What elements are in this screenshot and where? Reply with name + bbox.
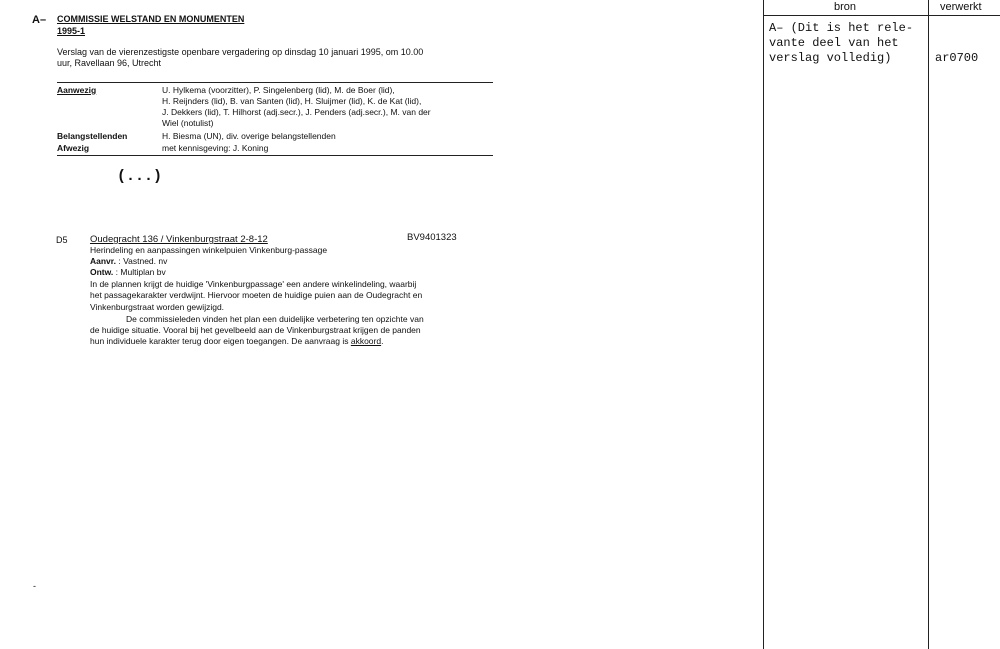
verdict-end: . bbox=[381, 336, 384, 346]
body-line: de huidige situatie. Vooral bij het gevelbeeld aan de Vinkenburgstraat krijgen de panden bbox=[90, 325, 421, 335]
meeting-number: 1995-1 bbox=[57, 26, 86, 36]
verdict: akkoord bbox=[350, 336, 382, 346]
divider bbox=[57, 82, 493, 83]
item-address: Oudegracht 136 / Vinkenburgstraat 2-8-12 bbox=[90, 234, 268, 245]
item-subject: Herindeling en aanpassingen winkelpuien Vinkenburg-passage bbox=[90, 245, 328, 255]
body-line: Vinkenburgstraat worden gewijzigd. bbox=[90, 302, 225, 312]
column-divider bbox=[928, 0, 929, 649]
stakeholders-label: Belangstellenden bbox=[57, 131, 128, 141]
column-divider bbox=[763, 0, 764, 649]
divider bbox=[57, 155, 493, 156]
designer-label: Ontw. bbox=[90, 267, 114, 277]
present-label: Aanwezig bbox=[57, 85, 97, 95]
body-line: hun individuele karakter terug door eigen toegangen. De aanvraag is bbox=[90, 336, 351, 346]
body-line: In de plannen krijgt de huidige 'Vinkenburgpassage' een andere winkelindeling, waarbij bbox=[90, 279, 417, 289]
margin-note-line: A– (Dit is het rele- bbox=[769, 21, 914, 35]
header-bron: bron bbox=[834, 1, 857, 13]
margin-note-line: vante deel van het bbox=[769, 36, 899, 50]
section-marker: A– bbox=[32, 14, 47, 26]
applicant-label: Aanvr. bbox=[90, 256, 116, 266]
stray-mark: - bbox=[33, 581, 36, 591]
absent-label: Afwezig bbox=[57, 143, 90, 153]
stakeholders-text: H. Biesma (UN), div. overige belangstellenden bbox=[162, 131, 336, 141]
present-names-line: Wiel (notulist) bbox=[162, 118, 214, 128]
present-names-line: H. Reijnders (lid), B. van Santen (lid), H. Sluijmer (lid), K. de Kat (lid), bbox=[162, 96, 422, 106]
committee-title: COMMISSIE WELSTAND EN MONUMENTEN bbox=[57, 14, 245, 24]
intro-line: uur, Ravellaan 96, Utrecht bbox=[57, 58, 162, 68]
intro-line: Verslag van de vierenzestigste openbare vergadering op dinsdag 10 januari 1995, om 10.00 bbox=[57, 47, 424, 57]
body-line: De commissieleden vinden het plan een duidelijke verbetering ten opzichte van bbox=[126, 314, 424, 324]
applicant-line bbox=[90, 256, 167, 266]
designer-value: : Multiplan bv bbox=[115, 267, 166, 277]
item-code: D5 bbox=[56, 235, 68, 245]
absent-text: met kennisgeving: J. Koning bbox=[162, 143, 269, 153]
margin-note-line: verslag volledig) bbox=[769, 51, 892, 65]
header-rule bbox=[763, 15, 1000, 16]
body-line: het passagekarakter verdwijnt. Hiervoor moeten de huidige puien aan de Oudegracht en bbox=[90, 290, 423, 300]
designer-line bbox=[90, 267, 166, 277]
present-names-line: J. Dekkers (lid), T. Hilhorst (adj.secr.), J. Penders (adj.secr.), M. van der bbox=[162, 107, 431, 117]
present-names-line: U. Hylkema (voorzitter), P. Singelenberg (lid), M. de Boer (lid), bbox=[162, 85, 395, 95]
conclusion-line bbox=[90, 336, 383, 346]
omission-mark: (...) bbox=[117, 168, 163, 185]
verwerkt-code: ar0700 bbox=[935, 51, 979, 65]
header-verwerkt: verwerkt bbox=[940, 1, 982, 13]
item-reference: BV9401323 bbox=[407, 232, 457, 243]
applicant-value: : Vastned. nv bbox=[118, 256, 168, 266]
